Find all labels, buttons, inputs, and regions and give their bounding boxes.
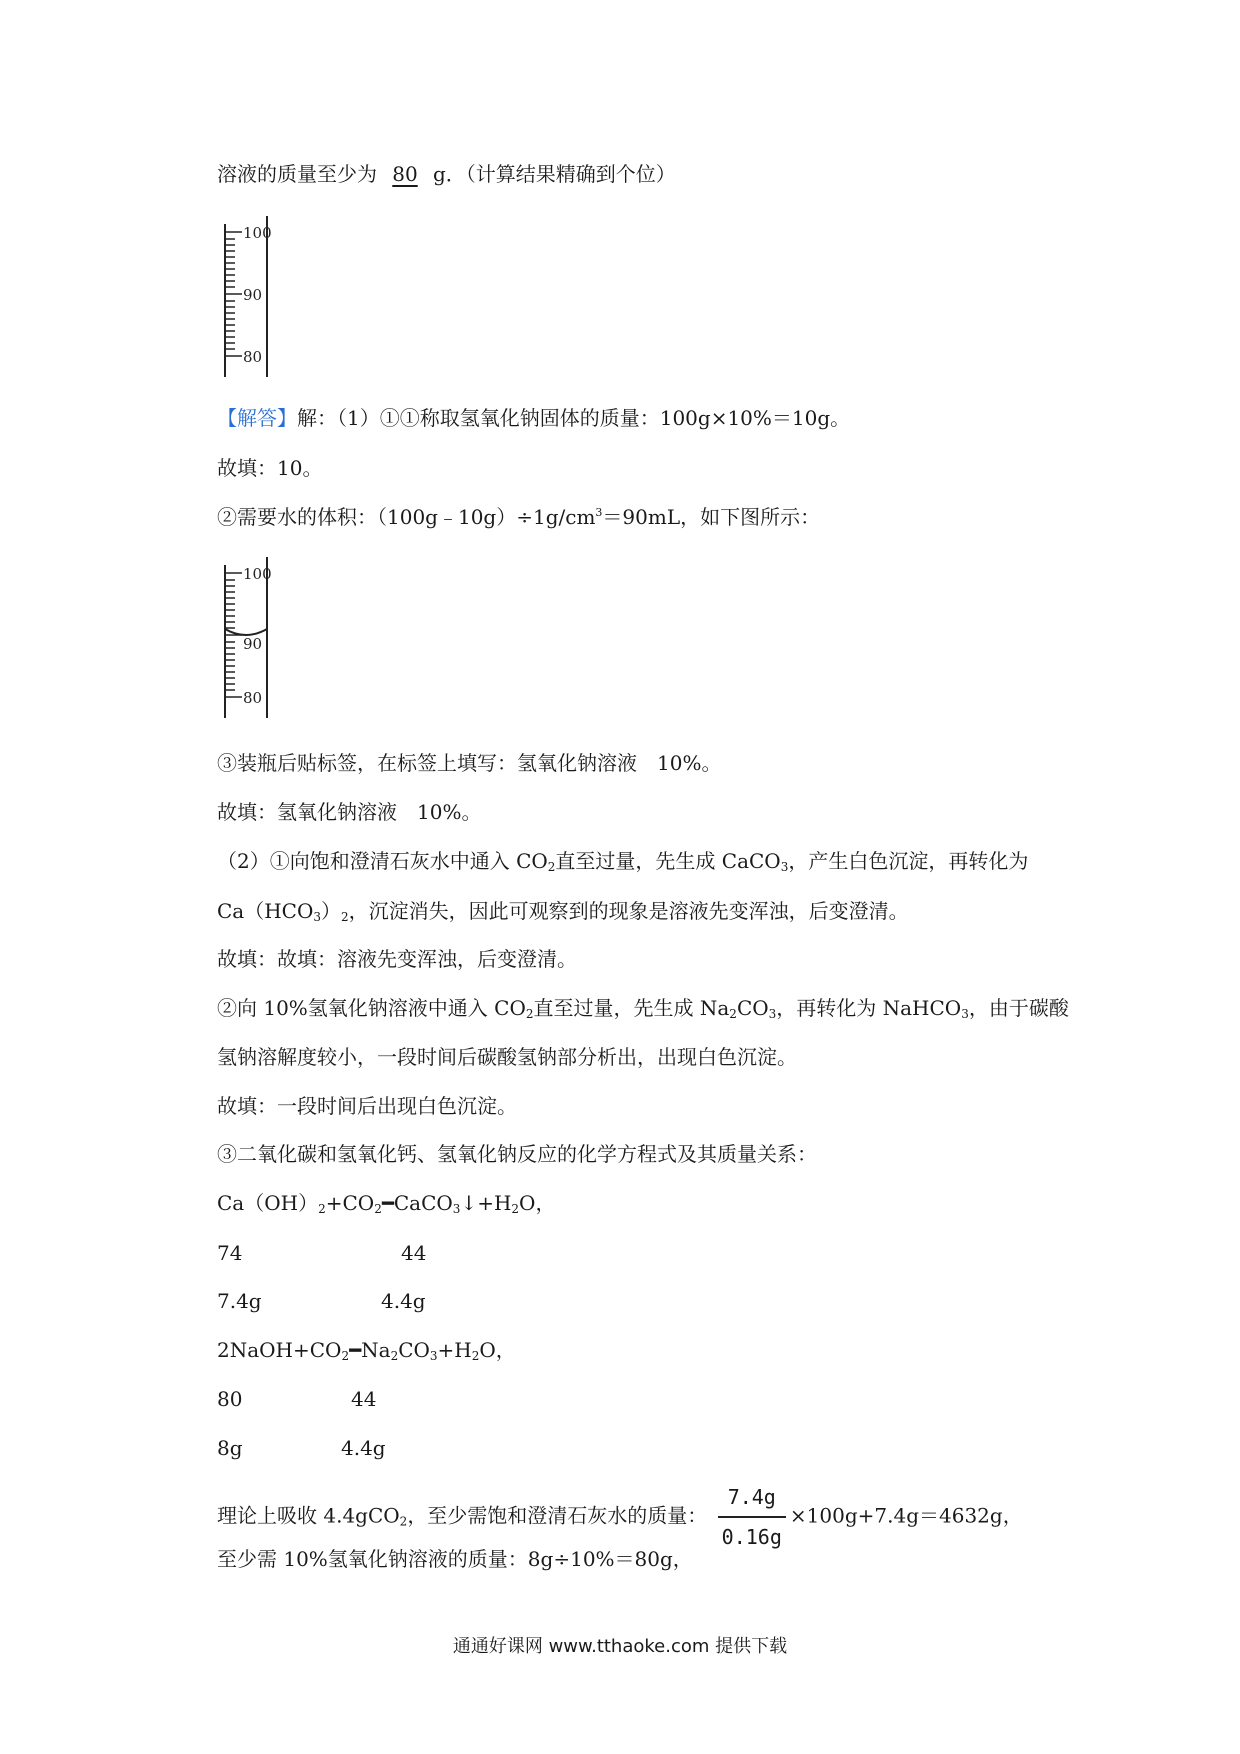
- value: 44: [351, 1387, 377, 1411]
- value: 4.4g: [381, 1289, 426, 1313]
- value: 80: [217, 1387, 243, 1411]
- subscript: 2: [547, 860, 556, 874]
- subscript: 2: [374, 1202, 382, 1216]
- subscript: 2: [341, 910, 349, 924]
- answer-blank: 80: [392, 162, 418, 186]
- tick-label: 90: [243, 635, 263, 653]
- mass-ratio-row: [217, 1435, 386, 1461]
- step-line: [217, 504, 820, 530]
- text: Ca（OH）: [217, 1191, 319, 1215]
- graduated-cylinder-figure: [220, 212, 290, 382]
- text: 理论上吸收 4.4gCO: [217, 1503, 400, 1528]
- tick-label: 80: [243, 689, 263, 707]
- text-line: [217, 898, 909, 924]
- calculation-line: 至少需 10%氢氧化钠溶液的质量：8g÷10%＝80g，: [217, 1547, 693, 1571]
- text: ，由于碳酸: [968, 996, 1069, 1020]
- value: 44: [401, 1241, 427, 1265]
- text: ×100g+7.4g＝4632g，: [789, 1503, 1023, 1528]
- superscript: 3: [595, 506, 603, 519]
- tick-label: 100: [243, 565, 272, 583]
- question-fill-line: [217, 161, 676, 187]
- fill-line: 故填：10。: [217, 456, 323, 480]
- value: 8g: [217, 1436, 243, 1460]
- subscript: 2: [341, 1349, 350, 1363]
- text-line: 氢钠溶解度较小，一段时间后碳酸氢钠部分析出，出现白色沉淀。: [217, 1045, 797, 1069]
- subscript: 3: [429, 1349, 438, 1363]
- text-line: [217, 995, 1069, 1021]
- fraction: [718, 1480, 786, 1554]
- subscript: 2: [318, 1202, 326, 1216]
- text: ，产生白色沉淀，再转化为: [788, 849, 1029, 873]
- text-line: [217, 848, 1028, 874]
- text: +CO: [325, 1191, 375, 1215]
- fill-line: 故填：一段时间后出现白色沉淀。: [217, 1094, 517, 1118]
- text: ━CaCO: [381, 1191, 453, 1215]
- tick-label: 80: [243, 348, 263, 366]
- text: 溶液的质量至少为: [217, 162, 377, 186]
- text: +H: [437, 1338, 472, 1362]
- text: ，沉淀消失，因此可观察到的现象是溶液先变浑浊，后变澄清。: [348, 899, 909, 923]
- text: ）: [321, 899, 342, 923]
- subscript: 2: [511, 1202, 520, 1216]
- text: g．（计算结果精确到个位）: [433, 162, 676, 186]
- text: 直至过量，先生成 Na: [533, 996, 730, 1020]
- text: O，: [479, 1338, 516, 1362]
- text: 2NaOH+CO: [217, 1338, 342, 1362]
- calculation-line: [217, 1480, 1023, 1554]
- equation-2: [217, 1337, 516, 1363]
- subscript: 2: [525, 1007, 534, 1021]
- page-footer: 通通好课网 www.tthaoke.com 提供下载: [452, 1636, 788, 1657]
- text-line: ③二氧化碳和氢氧化钙、氢氧化钠反应的化学方程式及其质量关系：: [217, 1142, 817, 1166]
- value: 74: [217, 1241, 243, 1265]
- text: ↓+H: [460, 1191, 512, 1215]
- text: ，再转化为 NaHCO: [776, 996, 962, 1020]
- answer-tag: 【解答】: [217, 406, 297, 430]
- subscript: 2: [729, 1007, 737, 1021]
- subscript: 3: [961, 1007, 969, 1021]
- step-line: ③装瓶后贴标签，在标签上填写：氢氧化钠溶液 10%。: [217, 751, 722, 775]
- mass-ratio-row: [217, 1240, 427, 1266]
- text: ＝90mL，如下图所示：: [602, 505, 821, 529]
- text: CO: [398, 1338, 430, 1362]
- fill-line: 故填：氢氧化钠溶液 10%。: [217, 800, 482, 824]
- fill-line: 故填：故填：溶液先变浑浊，后变澄清。: [217, 947, 577, 971]
- mass-ratio-row: [217, 1288, 426, 1314]
- text: ，至少需饱和澄清石灰水的质量：: [407, 1503, 708, 1528]
- tick-label: 90: [243, 286, 263, 304]
- text: Ca（HCO: [217, 899, 314, 923]
- text: 直至过量，先生成 CaCO: [555, 849, 781, 873]
- equation-1: [217, 1190, 555, 1216]
- tick-label: 100: [243, 224, 272, 242]
- text: ②向 10%氢氧化钠溶液中通入 CO: [217, 996, 526, 1020]
- answer-line: [217, 405, 850, 431]
- subscript: 3: [452, 1202, 461, 1216]
- subscript: 2: [390, 1349, 399, 1363]
- value: 7.4g: [217, 1289, 262, 1313]
- subscript: 3: [313, 910, 322, 924]
- text: ②需要水的体积：（100g﹣10g）÷1g/cm: [217, 505, 596, 529]
- subscript: 2: [471, 1349, 480, 1363]
- text: （2）①向饱和澄清石灰水中通入 CO: [217, 849, 548, 873]
- fraction-numerator: 7.4g: [718, 1480, 786, 1518]
- value: 4.4g: [341, 1436, 386, 1460]
- mass-ratio-row: [217, 1386, 377, 1412]
- graduated-cylinder-figure-filled: [220, 553, 290, 723]
- text: 解：（1）①①称取氢氧化钠固体的质量：100g×10%＝10g。: [297, 406, 851, 430]
- text: CO: [736, 996, 769, 1020]
- subscript: 3: [768, 1007, 777, 1021]
- subscript: 3: [780, 860, 789, 874]
- text: ━Na: [349, 1338, 391, 1362]
- fraction-denominator: 0.16g: [721, 1525, 782, 1549]
- text: O，: [519, 1191, 556, 1215]
- subscript: 2: [399, 1514, 408, 1529]
